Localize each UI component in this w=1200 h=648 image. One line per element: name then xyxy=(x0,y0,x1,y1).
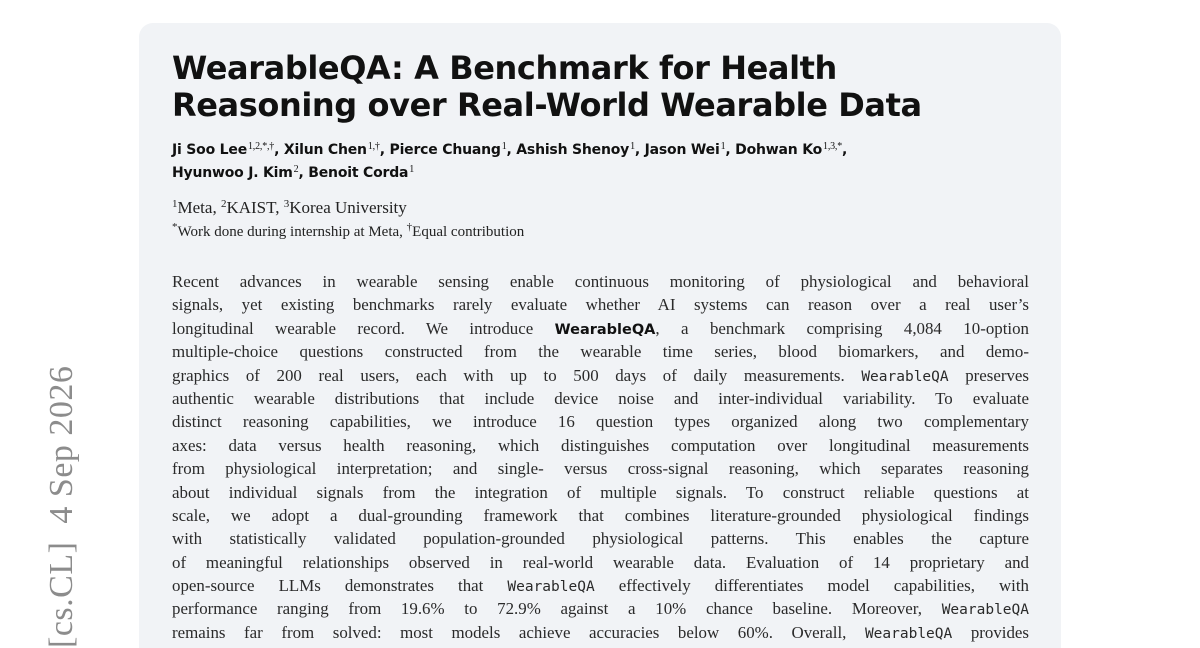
abstract-line: distinct reasoning capabilities, we introduce 16 question types organized along two complementary xyxy=(172,412,1029,432)
abstract-line: axes: data versus health reasoning, which distinguishes computation over longitudinal measurements xyxy=(172,435,1029,455)
author-affiliation-mark: 2 xyxy=(293,164,299,175)
affiliation-mark: 1 xyxy=(172,198,178,210)
author-notes: *Work done during internship at Meta, †Equal contribution xyxy=(172,221,525,240)
abstract-line: longitudinal wearable record. We introduce WearableQA, a benchmark comprising 4,084 10-option xyxy=(172,318,1029,338)
author-affiliation-mark: 1 xyxy=(630,141,635,152)
author-name: Ji Soo Lee$^{1,2,*,\dagger}$ xyxy=(172,141,275,158)
author-name: Dohwan $Ko^{1,3,*}$ xyxy=(735,141,843,158)
benchmark-name: WearableQA xyxy=(864,625,953,642)
note-text: Equal contribution xyxy=(412,224,525,240)
affiliation-name: Meta xyxy=(177,198,213,217)
affiliation-mark: 3 xyxy=(283,198,290,210)
abstract-line: multiple-choice questions constructed from the wearable time series, blood biomarkers, and demo- xyxy=(172,342,1029,362)
abstract-line: with statistically validated population-grounded physiological patterns. This enables the capture xyxy=(172,529,1029,549)
abstract-line: from physiological interpretation; and single- versus cross-signal reasoning, which separates reasoning xyxy=(172,459,1029,479)
author-name: Benoit Corda$^1$ xyxy=(308,164,415,181)
abstract-line: graphics of 200 real users, each with up to 500 days of daily measurements. WearableQA preserves xyxy=(172,365,1030,385)
note-mark: † xyxy=(406,221,413,233)
benchmark-name: WearableQA xyxy=(507,579,595,596)
author-name: Pierce Chuang$^1$ xyxy=(389,141,507,158)
affiliation-mark: 2 xyxy=(220,198,227,210)
abstract-line: Recent advances in wearable sensing enable continuous monitoring of physiological and behavioral xyxy=(172,272,1029,291)
author-name: Hyunwoo J. Kim$^2$ xyxy=(172,164,299,181)
benchmark-name: WearableQA xyxy=(554,321,656,338)
affiliation-list: $^1$Meta, $^2$KAIST, $^3$Korea University xyxy=(172,198,407,217)
abstract-line: remains far from solved: most models achieve accuracies below 60%. Overall, WearableQA provides xyxy=(172,622,1029,642)
author-affiliation-mark: 1 xyxy=(409,164,415,175)
paper-title: WearableQA: A Benchmark for Health Reasoning over Real-World Wearable Data xyxy=(172,49,922,124)
author-name: Xilun Chen$^{1,\dagger}$ xyxy=(283,141,380,158)
author-name: Jason Wei$^1$ xyxy=(644,141,726,158)
arxiv-date: 4 Sep 2026 xyxy=(43,365,80,524)
abstract-line: open-source LLMs demonstrates that WearableQA effectively differentiates model capabilities, with xyxy=(172,576,1029,596)
arxiv-sidebar-stamp xyxy=(42,366,82,648)
author-affiliation-mark: 1 xyxy=(720,141,726,152)
affiliation-name: Korea University xyxy=(289,198,407,217)
author-affiliation-mark: 1 xyxy=(501,141,507,152)
affiliation-name: KAIST xyxy=(226,198,276,217)
abstract-line: performance ranging from 19.6% to 72.9% against a 10% chance baseline. Moreover, WearableQA xyxy=(172,599,1029,619)
author-affiliation-mark: 1,3,* xyxy=(823,141,843,152)
abstract-line: authentic wearable distributions that include device noise and inter-individual variability. To evaluate xyxy=(172,388,1029,408)
author-affiliation-mark: 1,2,*,† xyxy=(248,141,275,152)
note-mark: * xyxy=(172,221,178,233)
author-list: Ji Soo Lee$^{1,2,*,\dagger}$, Xilun Chen$^{1,\dagger}$, Pierce Chuang$^1$, Ashish Shenoy$^1$, Jason Wei$^1$, Dohwan $Ko^{1,3,*}$, Hyunwoo J. Kim$^2$, Benoit Corda$^1$ xyxy=(172,141,848,181)
abstract-line: scale, we adopt a dual-grounding framework that combines literature-grounded physiological findings xyxy=(172,505,1029,525)
arxiv-category: [cs.CL] xyxy=(43,541,80,648)
abstract-line: about individual signals from the integration of multiple signals. To construct reliable questions at xyxy=(172,482,1029,502)
benchmark-name: WearableQA xyxy=(861,368,949,385)
author-affiliation-mark: 1,† xyxy=(367,141,380,152)
abstract-line: signals, yet existing benchmarks rarely evaluate whether AI systems can reason over a real user’s xyxy=(172,295,1029,315)
abstract-text xyxy=(172,270,1029,644)
author-name: Ashish Shenoy$^1$ xyxy=(516,141,635,158)
note-text: Work done during internship at Meta xyxy=(177,224,400,240)
benchmark-name: WearableQA xyxy=(941,602,1029,619)
abstract-line: of meaningful relationships observed in real-world wearable data. Evaluation of 14 proprietary and xyxy=(172,552,1029,572)
